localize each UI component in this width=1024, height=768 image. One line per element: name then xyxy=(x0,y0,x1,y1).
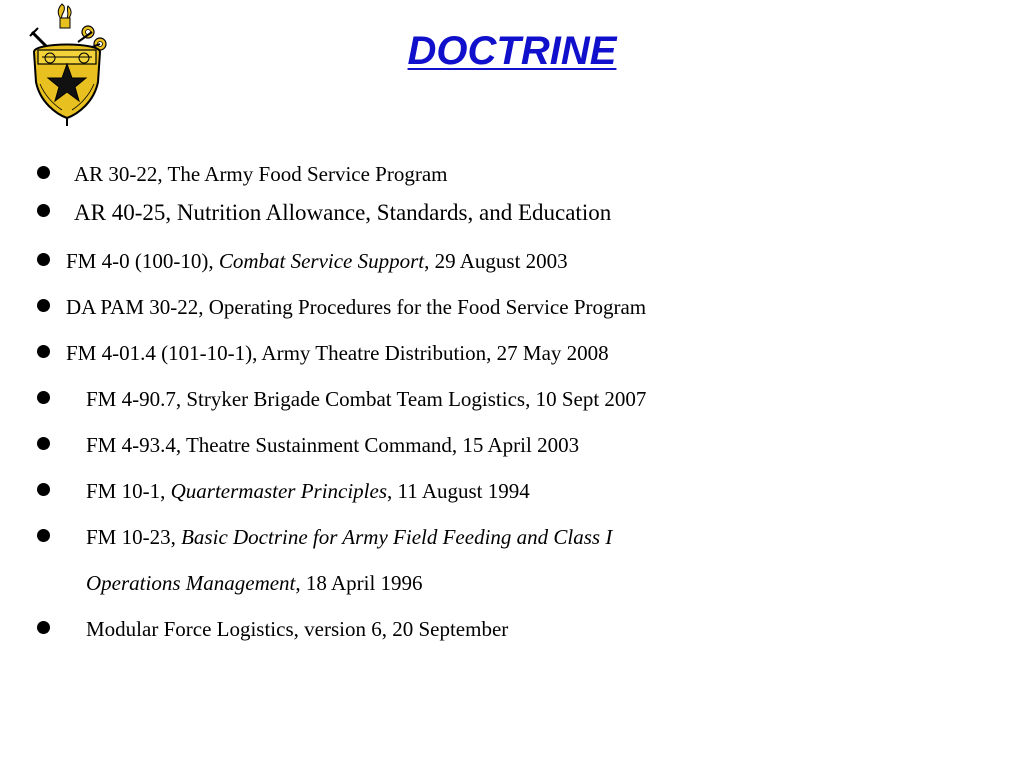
bullet-icon xyxy=(34,295,54,315)
bullet-icon xyxy=(34,249,54,269)
page-title: DOCTRINE xyxy=(407,29,617,73)
item-text: FM 4-0 (100-10), Combat Service Support, 29 August 2003 xyxy=(66,249,568,273)
item-text: FM 10-1, Quartermaster Principles, 11 August 1994 xyxy=(86,479,530,503)
item-text: FM 10-23, Basic Doctrine for Army Field Feeding and Class I xyxy=(86,525,613,549)
item-text: FM 4-90.7, Stryker Brigade Combat Team Logistics, 10 Sept 2007 xyxy=(86,387,647,411)
bullet-icon xyxy=(34,387,54,407)
item-text: Modular Force Logistics, version 6, 20 September xyxy=(86,617,509,641)
bullet-icon xyxy=(34,433,54,453)
bullet-icon xyxy=(34,341,54,361)
item-text: Operations Management, 18 April 1996 xyxy=(86,571,423,595)
bullet-icon xyxy=(34,617,54,637)
bullet-icon xyxy=(34,162,54,182)
item-text: AR 30-22, The Army Food Service Program xyxy=(74,162,448,186)
item-text: AR 40-25, Nutrition Allowance, Standards, and Education xyxy=(74,200,612,225)
item-text: DA PAM 30-22, Operating Procedures for the Food Service Program xyxy=(66,295,647,319)
bullet-icon xyxy=(34,200,54,220)
item-text: FM 4-01.4 (101-10-1), Army Theatre Distribution, 27 May 2008 xyxy=(66,341,609,365)
item-text: FM 4-93.4, Theatre Sustainment Command, 15 April 2003 xyxy=(86,433,580,457)
bullet-icon xyxy=(34,525,54,545)
bullet-icon xyxy=(34,479,54,499)
